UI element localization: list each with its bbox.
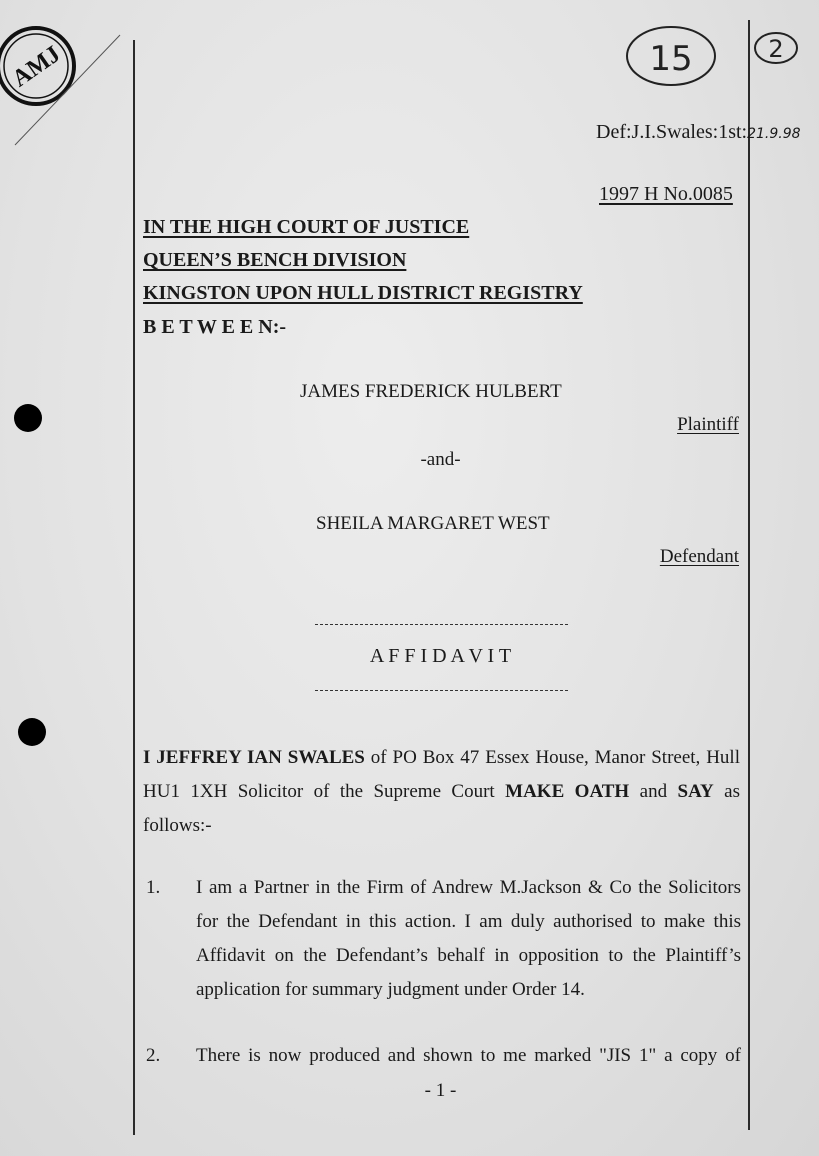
plaintiff-name: JAMES FREDERICK HULBERT — [300, 381, 562, 402]
title-rule-bottom — [315, 690, 568, 691]
paragraph-1-number: 1. — [146, 877, 161, 898]
circled-number-text: 15 — [649, 39, 693, 79]
make-oath: MAKE OATH — [505, 781, 630, 802]
paragraph-1-text: I am a Partner in the Firm of Andrew M.Jackson & Co the Solicitors for the Defendant in this action. I am duly authorised to make this Affidavit on the Defendant’s behalf in opposition to the Plaintiff’s application for summary judgment under Order 14. — [196, 877, 741, 1000]
case-number: 1997 H No.0085 — [599, 183, 733, 205]
page-number: - 1 - — [424, 1080, 457, 1101]
handwritten-date: 21.9.98 — [747, 126, 801, 142]
intro-text-2: as follows:- — [143, 781, 741, 836]
circled-number-mark — [622, 22, 722, 90]
say: SAY — [677, 781, 714, 802]
paragraph-2-number: 2. — [146, 1045, 161, 1066]
court-line-2: QUEEN’S BENCH DIVISION — [143, 249, 407, 271]
plaintiff-label: Plaintiff — [677, 414, 739, 435]
document-title: A F F I D A V I T — [369, 645, 512, 667]
stamp-diagonal-line — [7, 30, 130, 150]
deponent-name: I JEFFREY IAN SWALES — [143, 747, 365, 768]
affidavit-reference — [596, 121, 801, 144]
defendant-name: SHEILA MARGARET WEST — [316, 513, 550, 534]
intro-text-1: of PO Box 47 Essex House, Manor Street, Hull HU1 1XH Solicitor of the Supreme Court — [143, 747, 740, 802]
paragraph-2-text: There is now produced and shown to me marked "JIS 1" a copy of — [196, 1045, 741, 1066]
court-line-1: IN THE HIGH COURT OF JUSTICE — [143, 216, 470, 238]
and-separator: -and- — [420, 449, 461, 470]
corner-number-text: 2 — [768, 35, 784, 63]
punch-hole-top — [14, 404, 42, 432]
punch-hole-bottom — [18, 718, 46, 746]
right-margin-line — [748, 20, 750, 1130]
title-rule-top — [315, 624, 568, 625]
intro-paragraph — [143, 741, 740, 843]
intro-and: and — [629, 781, 678, 802]
reference-text: Def:J.I.Swales:1st: — [596, 121, 748, 143]
corner-number-mark — [752, 28, 804, 70]
defendant-label: Defendant — [659, 546, 739, 567]
stamp-text: AMJ — [7, 41, 66, 93]
court-line-3: KINGSTON UPON HULL DISTRICT REGISTRY — [143, 282, 583, 304]
between-label: B E T W E E N:- — [143, 316, 287, 338]
left-margin-line — [133, 40, 135, 1135]
